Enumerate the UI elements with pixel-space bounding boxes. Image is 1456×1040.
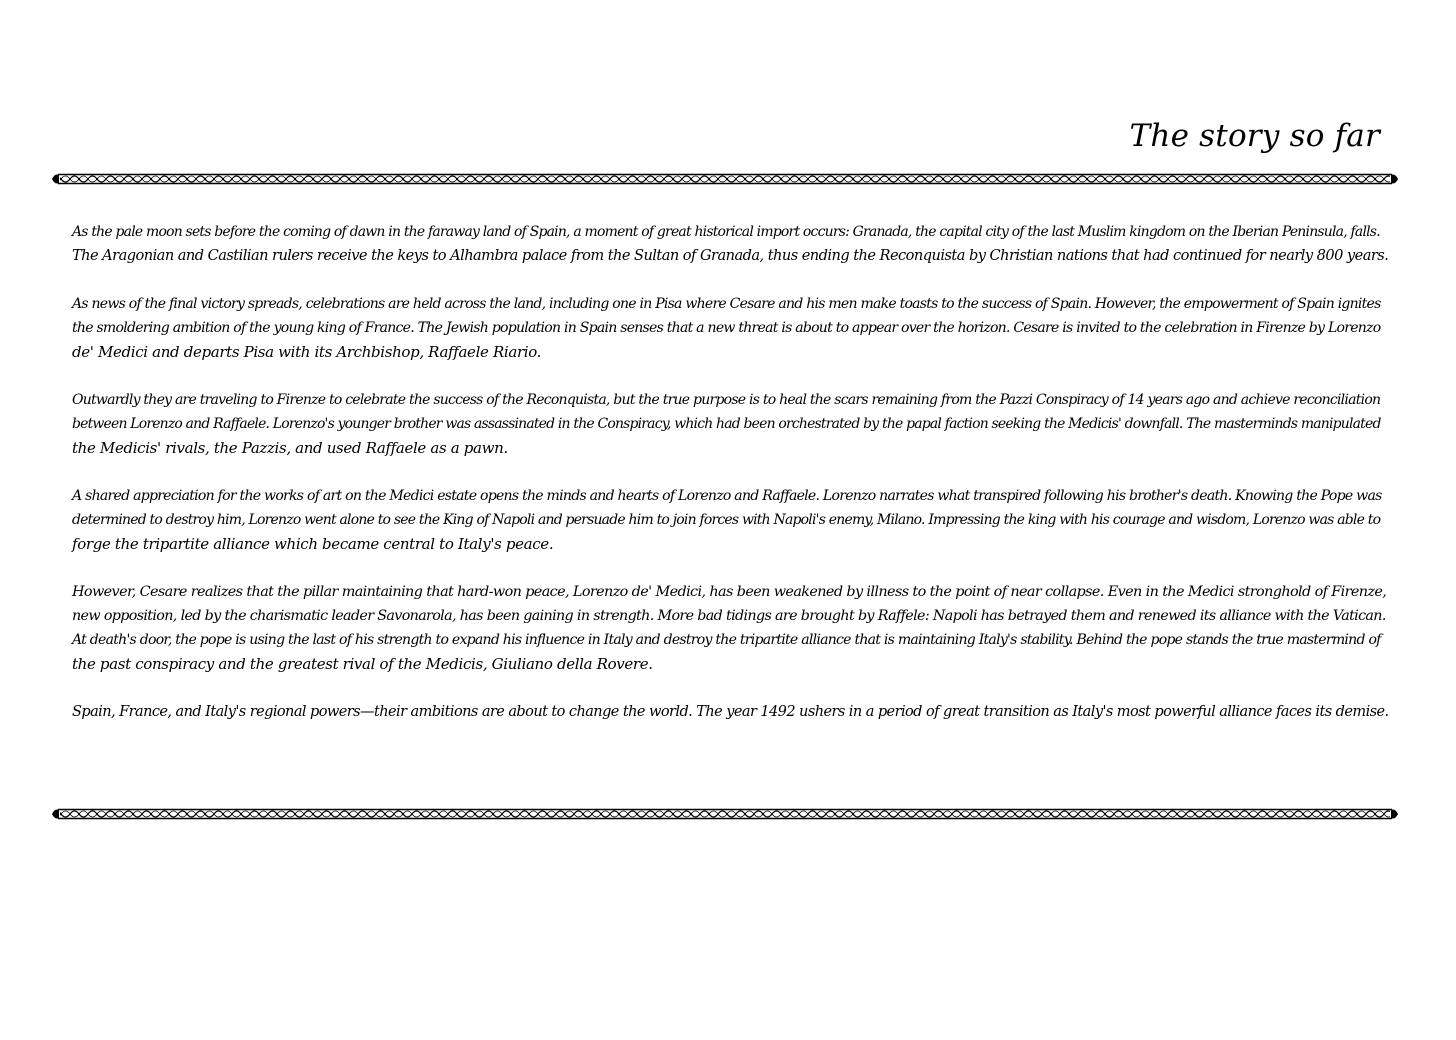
ornamental-border-bottom-svg (52, 806, 1398, 822)
text-line: the smoldering ambition of the young king of France. The Jewish population in Spain senses that a new threat is about to appear over the horizon. Cesare is invited to the celebration in Firenze by Lorenzo (72, 320, 1381, 336)
paragraph-1 (72, 220, 1392, 268)
text-line: forge the tripartite alliance which became central to Italy's peace. (72, 535, 554, 553)
paragraph-6 (72, 700, 1392, 724)
page-title: The story so far (1129, 118, 1380, 154)
text-line: Spain, France, and Italy's regional powers—their ambitions are about to change the world. The year 1492 ushers in a period of great transition as Italy's most powerful alliance faces its demise. (72, 704, 1389, 720)
text-line: At death's door, the pope is using the last of his strength to expand his influence in Italy and destroy the tripartite alliance that is maintaining Italy's stability. Behind the pope stands the true mastermind of (72, 632, 1381, 648)
text-line: However, Cesare realizes that the pillar maintaining that hard-won peace, Lorenzo de' Medici, has been weakened by illness to the point of near collapse. Even in the Medici stronghold of Firenze, (72, 584, 1387, 600)
text-line: Outwardly they are traveling to Firenze to celebrate the success of the Reconquista, but the true purpose is to heal the scars remaining from the Pazzi Conspiracy of 14 years ago and achieve reconciliation (72, 392, 1381, 408)
text-line: As news of the final victory spreads, celebrations are held across the land, including one in Pisa where Cesare and his men make toasts to the success of Spain. However, the empowerment of Spain ignites (72, 296, 1381, 312)
paragraph-2 (72, 292, 1392, 364)
text-line: The Aragonian and Castilian rulers receive the keys to Alhambra palace from the Sultan of Granada, thus ending the Reconquista by Christian nations that had continued for nearly 800 years. (72, 247, 1389, 264)
top-ornamental-border (52, 171, 1398, 187)
text-line: between Lorenzo and Raffaele. Lorenzo's younger brother was assassinated in the Conspiracy, which had been orchestrated by the papal faction seeking the Medicis' downfall. The masterminds manipulated (72, 416, 1381, 432)
text-line: As the pale moon sets before the coming of dawn in the faraway land of Spain, a moment of great historical import occurs: Granada, the capital city of the last Muslim kingdom on the Iberian Peninsula, falls. (72, 224, 1380, 240)
story-text (72, 220, 1392, 748)
text-line: A shared appreciation for the works of art on the Medici estate opens the minds and hearts of Lorenzo and Raffaele. Lorenzo narrates what transpired following his brother's death. Knowing the Pope was (72, 488, 1382, 504)
paragraph-3 (72, 388, 1392, 460)
text-line: the Medicis' rivals, the Pazzis, and used Raffaele as a pawn. (72, 439, 508, 457)
ornamental-border-top-svg (52, 171, 1398, 187)
paragraph-4 (72, 484, 1392, 556)
text-line: de' Medici and departs Pisa with its Archbishop, Raffaele Riario. (72, 343, 542, 361)
bottom-ornamental-border (52, 806, 1398, 822)
paragraph-5 (72, 580, 1392, 676)
text-line: determined to destroy him, Lorenzo went alone to see the King of Napoli and persuade him to join forces with Napoli's enemy, Milano. Impressing the king with his courage and wisdom, Lorenzo was able to (72, 512, 1381, 528)
text-line: the past conspiracy and the greatest rival of the Medicis, Giuliano della Rovere. (72, 655, 653, 673)
text-line: new opposition, led by the charismatic leader Savonarola, has been gaining in strength. More bad tidings are brought by Raffele: Napoli has betrayed them and renewed its alliance with the Vatican. (72, 608, 1386, 624)
